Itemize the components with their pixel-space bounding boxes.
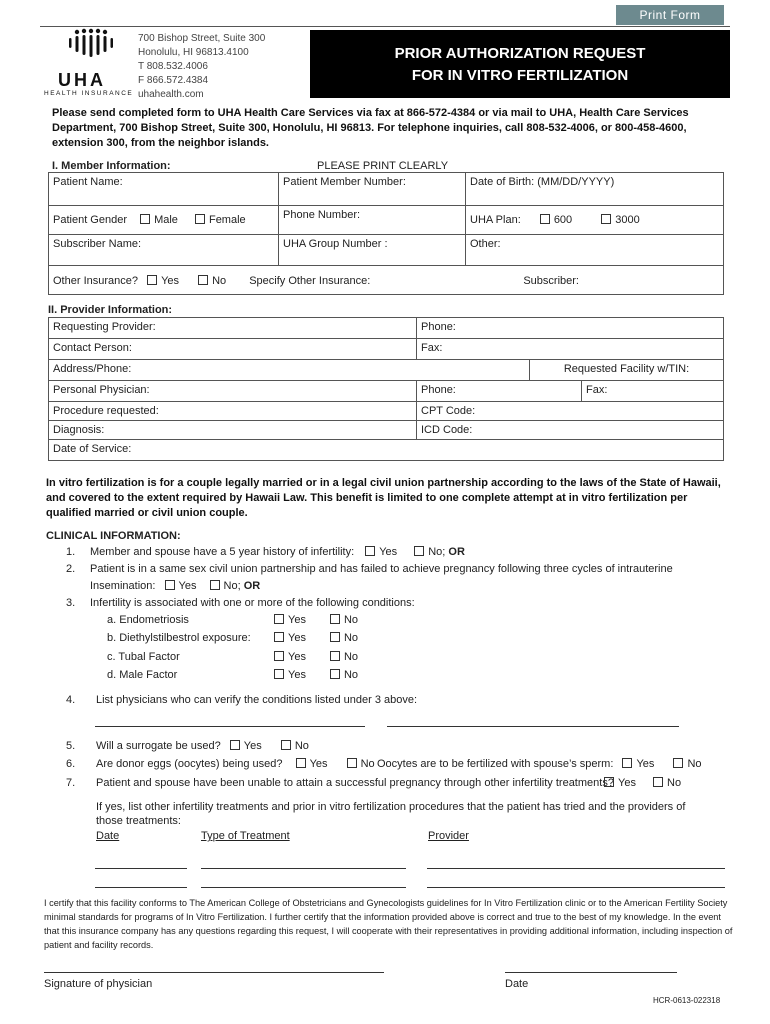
yes-label: Yes — [288, 651, 306, 663]
q1-number: 1. — [66, 546, 76, 558]
q6-number: 6. — [66, 758, 76, 770]
physician-line-1[interactable] — [95, 726, 365, 727]
print-form-button[interactable]: Print Form — [616, 5, 724, 25]
procedure-label: Procedure requested: — [53, 405, 159, 417]
q5-yes-label: Yes — [243, 740, 262, 752]
diagnosis-field[interactable] — [48, 420, 417, 440]
q6b-yes-checkbox[interactable] — [622, 758, 632, 768]
plan-3000-checkbox[interactable] — [601, 214, 611, 224]
q2-yes-label: Yes — [178, 580, 197, 592]
facility-field[interactable] — [529, 359, 724, 381]
diagnosis-label: Diagnosis: — [53, 424, 105, 436]
address-phone-label: Address/Phone: — [53, 363, 132, 375]
condition-endometriosis: a. Endometriosis — [107, 614, 189, 626]
q6-text: Are donor eggs (oocytes) being used? — [96, 758, 283, 770]
q2-number: 2. — [66, 563, 76, 575]
date-of-service-label: Date of Service: — [53, 443, 132, 455]
male-factor-yes-checkbox[interactable] — [274, 669, 284, 679]
personal-physician-label: Personal Physician: — [53, 384, 150, 396]
tubal-no-checkbox[interactable] — [330, 651, 340, 661]
physician-fax-field[interactable] — [581, 380, 724, 402]
treatment-type-line-1[interactable] — [201, 868, 406, 869]
q2-no-checkbox[interactable] — [210, 580, 220, 590]
yes-label: Yes — [288, 614, 306, 626]
procedure-field[interactable] — [48, 401, 417, 421]
provider-fax-label: Fax: — [421, 342, 443, 354]
plan-600-checkbox[interactable] — [540, 214, 550, 224]
q2-text-cont: Insemination: — [90, 580, 156, 592]
q1-no-checkbox[interactable] — [414, 546, 424, 556]
uha-plan-field — [465, 205, 724, 235]
treatment-provider-line-2[interactable] — [427, 887, 725, 888]
uha-logo — [44, 28, 134, 98]
q6-yes-checkbox[interactable] — [296, 758, 306, 768]
condition-row-checks — [274, 632, 358, 644]
contact-person-field[interactable] — [48, 338, 417, 360]
no-label: No — [343, 669, 359, 681]
group-number-field[interactable] — [278, 234, 466, 266]
subscriber-name-field[interactable] — [48, 234, 279, 266]
uha-plan-label: UHA Plan: — [470, 214, 521, 226]
q6-yes-label: Yes — [309, 758, 328, 770]
personal-physician-field[interactable] — [48, 380, 417, 402]
provider-phone-field[interactable] — [416, 317, 724, 339]
phone-number-label: Phone Number: — [283, 209, 361, 221]
tubal-yes-checkbox[interactable] — [274, 651, 284, 661]
q6-no-label: No — [360, 758, 375, 770]
q2-text: Patient is in a same sex civil union partnership and has failed to achieve pregnancy following three cycles of intrauterine — [90, 563, 673, 575]
header-rule — [40, 26, 730, 27]
logo-wordmark: UHA — [58, 70, 106, 90]
q6b-yes-label: Yes — [636, 758, 655, 770]
patient-name-field[interactable] — [48, 172, 279, 206]
male-label: Male — [154, 214, 178, 226]
q7-no-checkbox[interactable] — [653, 777, 663, 787]
provider-section-heading: II. Provider Information: — [48, 304, 173, 316]
q7-text: Patient and spouse have been unable to attain a successful pregnancy through other infertility treatments? — [96, 777, 614, 789]
other-insurance-yes-checkbox[interactable] — [147, 275, 157, 285]
q7-no-label: No — [667, 777, 682, 789]
q5-number: 5. — [66, 740, 76, 752]
q5-yes-checkbox[interactable] — [230, 740, 240, 750]
provider-fax-field[interactable] — [416, 338, 724, 360]
member-number-field[interactable] — [278, 172, 466, 206]
q6b-row — [377, 758, 702, 770]
condition-tubal: c. Tubal Factor — [107, 651, 180, 663]
member-section-heading: I. Member Information: — [52, 160, 171, 172]
address-fax: F 866.572.4384 — [138, 75, 209, 86]
form-code: HCR-0613-022318 — [653, 996, 721, 1005]
dob-field[interactable] — [465, 172, 724, 206]
q7-yes-checkbox[interactable] — [604, 777, 614, 787]
condition-row-checks — [274, 651, 358, 663]
address-phone: T 808.532.4006 — [138, 61, 208, 72]
des-yes-checkbox[interactable] — [274, 632, 284, 642]
q2-no-label: No; — [223, 580, 241, 592]
male-checkbox[interactable] — [140, 214, 150, 224]
q4-number: 4. — [66, 694, 76, 706]
other-insurance-row — [48, 265, 724, 295]
contact-person-label: Contact Person: — [53, 342, 132, 354]
q5-no-checkbox[interactable] — [281, 740, 291, 750]
female-checkbox[interactable] — [195, 214, 205, 224]
date-of-service-field[interactable] — [48, 439, 724, 461]
q2-or: OR — [243, 580, 261, 592]
q3-number: 3. — [66, 597, 76, 609]
print-clearly-note: PLEASE PRINT CLEARLY — [317, 160, 449, 172]
q5-text: Will a surrogate be used? — [96, 740, 221, 752]
physician-line-2[interactable] — [387, 726, 679, 727]
q2-yes-checkbox[interactable] — [165, 580, 175, 590]
icd-code-field[interactable] — [416, 420, 724, 440]
plan-3000-label: 3000 — [615, 214, 640, 226]
q3-text: Infertility is associated with one or more of the following conditions: — [90, 597, 415, 609]
dob-label: Date of Birth: (MM/DD/YYYY) — [470, 176, 615, 188]
condition-des: b. Diethylstilbestrol exposure: — [107, 632, 251, 644]
gender-field — [48, 205, 279, 235]
male-factor-no-checkbox[interactable] — [330, 669, 340, 679]
date-label: Date — [505, 978, 529, 990]
instructions-text: Please send completed form to UHA Health Care Services via fax at 866-572-4384 or via mail to UHA, Health Care Services Department, 700 Bishop Street, Suite 300, Honolulu, HI 96813. For telephone inquiries, call 808-532-4006, or 800-458-4600, extension 300, from the neighbor islands. — [52, 107, 689, 149]
address-website: uhahealth.com — [138, 89, 204, 100]
physician-fax-label: Fax: — [586, 384, 608, 396]
cpt-code-field[interactable] — [416, 401, 724, 421]
des-no-checkbox[interactable] — [330, 632, 340, 642]
subscriber-name-label: Subscriber Name: — [53, 238, 142, 250]
physician-phone-label: Phone: — [421, 384, 456, 396]
q6-row — [96, 758, 375, 770]
requesting-provider-field[interactable] — [48, 317, 417, 339]
other-insurance-no-checkbox[interactable] — [198, 275, 208, 285]
q2-row — [90, 580, 260, 592]
other-plan-field[interactable] — [465, 234, 724, 266]
col-date-header: Date — [96, 830, 120, 842]
other-insurance-label: Other Insurance? — [53, 275, 138, 287]
address-line: 700 Bishop Street, Suite 300 — [138, 33, 266, 44]
ivf-eligibility-statement: In vitro fertilization is for a couple legally married or in a legal civil union partnership according to the laws of the State of Hawaii, and covered to the extent required by Hawaii Law. This benefit is limited to one complete attempt at in vitro fertilization per qualified married or civil union couple. — [46, 477, 721, 519]
signature-label: Signature of physician — [44, 978, 153, 990]
female-label: Female — [208, 214, 246, 226]
address-line: Honolulu, HI 96813.4100 — [138, 47, 249, 58]
form-title — [310, 30, 730, 98]
requesting-provider-label: Requesting Provider: — [53, 321, 156, 333]
gender-label: Patient Gender — [53, 214, 127, 226]
other-label: Other: — [470, 238, 501, 250]
q7-yes-label: Yes — [618, 777, 636, 789]
q1-yes-checkbox[interactable] — [365, 546, 375, 556]
q6b-no-label: No — [687, 758, 702, 770]
no-label: No — [343, 614, 359, 626]
condition-male: d. Male Factor — [107, 669, 178, 681]
logo-figures-icon — [44, 28, 134, 70]
address-phone-field[interactable] — [48, 359, 530, 381]
q5-row — [96, 740, 309, 752]
cpt-code-label: CPT Code: — [421, 405, 476, 417]
other-insurance-no-label: No — [212, 275, 227, 287]
endometriosis-no-checkbox[interactable] — [330, 614, 340, 624]
q6b-no-checkbox[interactable] — [673, 758, 683, 768]
q1-yes-label: Yes — [379, 546, 398, 558]
q7-number: 7. — [66, 777, 76, 789]
other-insurance-yes-label: Yes — [161, 275, 180, 287]
no-label: No — [343, 632, 359, 644]
yes-label: Yes — [288, 632, 306, 644]
group-number-label: UHA Group Number : — [283, 238, 388, 250]
q1-text: Member and spouse have a 5 year history of infertility: — [90, 546, 355, 558]
patient-name-label: Patient Name: — [53, 176, 123, 188]
no-label: No — [343, 651, 359, 663]
title-line-1: PRIOR AUTHORIZATION REQUEST — [394, 45, 646, 62]
q7-checks — [604, 777, 681, 789]
member-number-label: Patient Member Number: — [283, 176, 406, 188]
q4-text: List physicians who can verify the conditions listed under 3 above: — [96, 694, 418, 706]
clinical-heading: CLINICAL INFORMATION: — [46, 530, 181, 542]
treatment-type-line-2[interactable] — [201, 887, 406, 888]
q1-no-label: No; — [428, 546, 446, 558]
phone-number-field[interactable] — [278, 205, 466, 235]
provider-phone-label: Phone: — [421, 321, 456, 333]
company-address — [138, 32, 265, 102]
col-type-header: Type of Treatment — [201, 830, 290, 842]
endometriosis-yes-checkbox[interactable] — [274, 614, 284, 624]
title-line-2: FOR IN VITRO FERTILIZATION — [411, 67, 629, 84]
ifyes-text: If yes, list other infertility treatments and prior in vitro fertilization procedures that the patient has tried and the providers of those treatments: — [96, 801, 686, 827]
date-line[interactable] — [505, 972, 677, 973]
treatment-date-line-2[interactable] — [95, 887, 187, 888]
treatment-provider-line-1[interactable] — [427, 868, 725, 869]
physician-phone-field[interactable] — [416, 380, 582, 402]
subscriber-label: Subscriber: — [523, 275, 579, 287]
q1-row — [90, 546, 465, 558]
signature-line[interactable] — [44, 972, 384, 973]
q6b-text: Oocytes are to be fertilized with spouse’s sperm: — [377, 758, 614, 770]
col-provider-header: Provider — [428, 830, 469, 842]
logo-subtitle: HEALTH INSURANCE — [44, 90, 134, 97]
plan-600-label: 600 — [553, 214, 573, 226]
treatment-date-line-1[interactable] — [95, 868, 187, 869]
specify-other-insurance-label: Specify Other Insurance: — [249, 275, 371, 287]
q6-no-checkbox[interactable] — [347, 758, 357, 768]
q5-no-label: No — [294, 740, 309, 752]
condition-row-checks — [274, 669, 358, 681]
facility-label: Requested Facility w/TIN: — [563, 363, 690, 375]
yes-label: Yes — [288, 669, 306, 681]
q1-or: OR — [448, 546, 465, 558]
icd-code-label: ICD Code: — [421, 424, 473, 436]
certification-text: I certify that this facility conforms to The American College of Obstetricians and Gynecologists guidelines for In Vitro Fertilization clinic or to the American Fertility Society minimal standards for programs of In Vitro Fertilization. I further certify that the information provided above is correct and true to the best of my knowledge. In the event that this insurance company has any questions regarding this request, I will cooperate with their representatives in providing additional information, including inspection of patient and facility records. — [44, 898, 733, 950]
condition-row-checks — [274, 614, 358, 626]
